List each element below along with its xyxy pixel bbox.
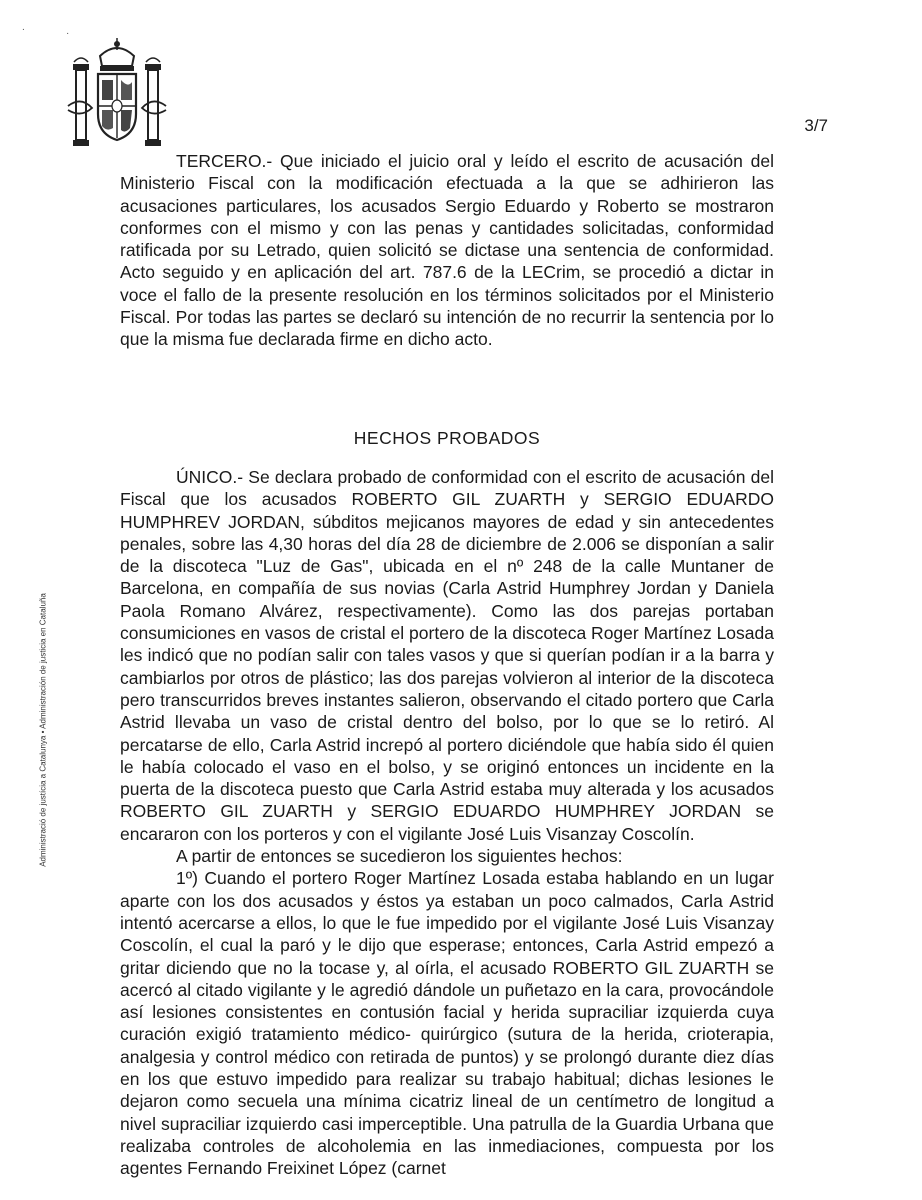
- paragraph-unico: ÚNICO.- Se declara probado de conformidad con el escrito de acusación del Fiscal que los acusados ROBERTO GIL ZUARTH y SERGIO EDUARDO HUMPHREV JORDAN, súbditos mejicanos mayores de edad y sin antecedentes penales, sobre las 4,30 horas del día 28 de diciembre de 2.006 se disponían a salir de la discoteca "Luz de Gas", ubicada en el nº 248 de la calle Muntaner de Barcelona, en compañía de sus novias (Carla Astrid Humphrey Jordan y Daniela Paola Romano Alvárez, respectivamente). Como las dos parejas portaban consumiciones en vasos de cristal el portero de la discoteca Roger Martínez Losada les indicó que no podían salir con tales vasos y que si querían podían ir a la barra y cambiarlos por otros de plástico; las dos parejas volvieron al interior de la discoteca pero transcurridos breves instantes salieron, observando el citado portero que Carla Astrid llevaba un vaso de cristal dentro del bolso, por lo que se lo retiró. Al percatarse de ello, Carla Astrid increpó al portero diciéndole que había sido él quien le había colocado el vaso en el bolso, y se originó entonces un incidente en la puerta de la discoteca puesto que Carla Astrid estaba muy alterada y los acusados ROBERTO GIL ZUARTH y SERGIO EDUARDO HUMPHREY JORDAN se encararon con los porteros y con el vigilante José Luis Visanzay Coscolín.: [120, 467, 774, 844]
- paragraph-item-1: 1º) Cuando el portero Roger Martínez Losada estaba hablando en un lugar aparte con los dos acusados y éstos ya estaban un poco calmados, Carla Astrid intentó acercarse a ellos, lo que le fue impedido por el vigilante José Luis Visanzay Coscolín, el cual la paró y le dijo que esperase; entonces, Carla Astrid empezó a gritar diciendo que no la tocase y, al oírla, el acusado ROBERTO GIL ZUARTH se acercó al citado vigilante y le agredió dándole un puñetazo en la cara, provocándole así lesiones consistentes en contusión facial y herida supraciliar izquierda cuya curación exigió tratamiento médico- quirúrgico (sutura de la herida, crioterapia, analgesia y control médico con retirada de puntos) y se prolongó durante diez días en los que estuvo impedido para realizar su trabajo habitual; dichas lesiones le dejaron como secuela una mínima cicatriz lineal de un centímetro de longitud a nivel supraciliar izquierdo casi imperceptible. Una patrulla de la Guardia Urbana que realizaba controles de alcoholemia en las inmediaciones, compuesta por los agentes Fernando Freixinet López (carnet: [120, 868, 774, 1179]
- paragraph-tercero: TERCERO.- Que iniciado el juicio oral y leído el escrito de acusación del Ministerio Fiscal con la modificación efectuada a la que se adhirieron las acusaciones particulares, los acusados Sergio Eduardo y Roberto se mostraron conformes con el mismo y con las penas y cantidades solicitadas, conformidad ratificada por su Letrado, quien solicitó se dictase una sentencia de conformidad. Acto seguido y en aplicación del art. 787.6 de la LECrim, se procedió a dictar in voce el fallo de la presente resolución en los términos solicitados por el Ministerio Fiscal. Por todas las partes se declaró su intención de no recurrir la sentencia por lo que la misma fue declarada firme en dicho acto.: [120, 151, 774, 350]
- section-heading-hechos-probados: HECHOS PROBADOS: [353, 428, 541, 448]
- scan-mark: ·: [66, 28, 70, 39]
- paragraph-intro: A partir de entonces se sucedieron los siguientes hechos:: [176, 846, 623, 867]
- page-number: 3/7: [804, 116, 828, 135]
- side-margin-note: [36, 555, 50, 905]
- section-tercero: [120, 150, 774, 351]
- coat-of-arms-icon: [62, 36, 172, 156]
- side-margin-note-text: Administració de justícia a Catalunya • Administración de justicia en Cataluña: [38, 593, 48, 867]
- scan-mark: .: [22, 22, 25, 33]
- section-hechos-probados: [120, 466, 774, 1180]
